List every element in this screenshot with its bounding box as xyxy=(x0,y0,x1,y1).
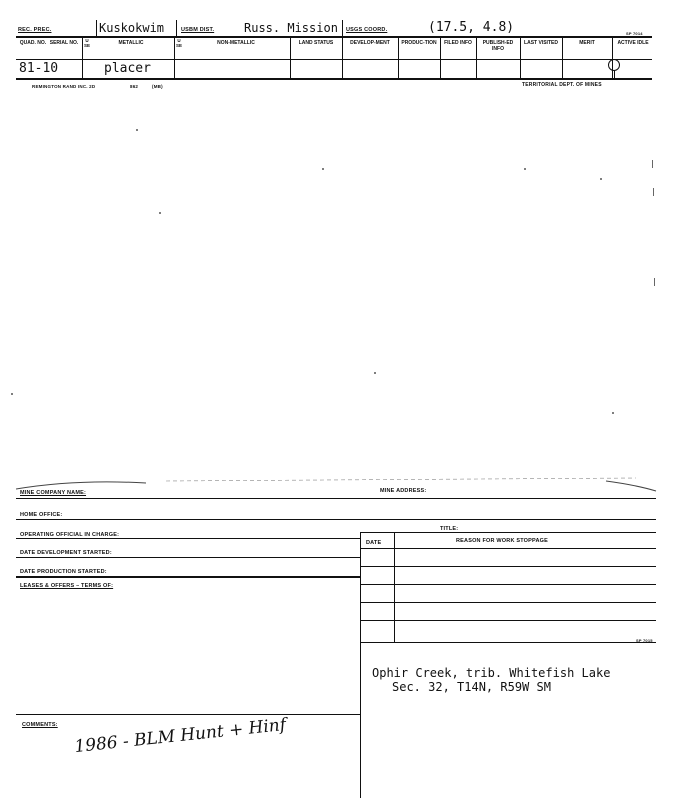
rule xyxy=(360,620,656,621)
development-header: DEVELOP-MENT xyxy=(350,40,390,46)
rule xyxy=(16,59,652,60)
operating-official-label: OPERATING OFFICIAL IN CHARGE: xyxy=(20,532,120,538)
scan-speck xyxy=(159,212,161,214)
col-divider xyxy=(440,36,441,78)
rule xyxy=(16,576,360,578)
printer-code-2: (MB) xyxy=(152,84,163,89)
usgs-coord-label: USGS COORD. xyxy=(346,27,388,33)
rule xyxy=(16,538,360,539)
usbm-dist-label: USBM DIST. xyxy=(181,27,215,33)
divider xyxy=(176,20,177,36)
col-divider xyxy=(398,36,399,78)
mine-address-label: MINE ADDRESS: xyxy=(380,488,427,494)
land-status-header: LAND STATUS xyxy=(298,40,334,46)
col-divider xyxy=(342,36,343,78)
section-divider xyxy=(360,532,361,798)
scan-speck xyxy=(374,372,376,374)
location-line-1: Ophir Creek, trib. Whitefish Lake xyxy=(372,666,611,680)
col-divider xyxy=(174,36,175,78)
filed-info-header: FILED INFO xyxy=(444,40,472,46)
col-divider xyxy=(82,36,83,78)
mine-company-name-label: MINE COMPANY NAME: xyxy=(20,490,87,496)
home-office-label: HOME OFFICE: xyxy=(20,512,63,518)
col-divider xyxy=(520,36,521,78)
date-header: DATE xyxy=(366,540,382,546)
scan-speck xyxy=(322,168,324,170)
department-name: TERRITORIAL DEPT. OF MINES xyxy=(522,82,602,88)
non-metallic-header: NON-METALLIC xyxy=(217,40,255,46)
date-development-label: DATE DEVELOPMENT STARTED: xyxy=(20,550,112,556)
location-line-2: Sec. 32, T14N, R59W SM xyxy=(392,680,551,694)
comments-label: COMMENTS: xyxy=(22,722,58,728)
comments-handwriting: 1986 - BLM Hunt + Hinf xyxy=(73,714,287,758)
reason-header: REASON FOR WORK STOPPAGE xyxy=(456,538,548,544)
active-circle-stem xyxy=(614,70,615,78)
production-header: PRODUC-TION xyxy=(401,40,437,46)
rule xyxy=(360,548,656,549)
scan-speck xyxy=(136,129,138,131)
date-col-divider xyxy=(394,532,395,642)
printer-code-1: 862 xyxy=(130,84,139,89)
quad-no-header: QUAD. NO. xyxy=(19,40,47,46)
merit-header: MERIT xyxy=(579,40,595,46)
col-divider xyxy=(562,36,563,78)
col-divider xyxy=(476,36,477,78)
rule xyxy=(360,532,656,533)
divider xyxy=(96,20,97,36)
scan-mark xyxy=(652,160,653,168)
rule xyxy=(360,566,656,567)
usgs-coord-value: (17.5, 4.8) xyxy=(428,20,515,35)
rule xyxy=(16,557,360,558)
col-divider xyxy=(290,36,291,78)
scan-speck xyxy=(612,412,614,414)
rule xyxy=(360,642,656,643)
scan-speck xyxy=(524,168,526,170)
rule xyxy=(16,498,656,499)
printer-imprint: REMINGTON RAND INC. 2D xyxy=(32,84,96,89)
date-production-label: DATE PRODUCTION STARTED: xyxy=(20,569,107,575)
metallic-value: placer xyxy=(104,61,151,76)
quad-serial-value: 81-10 xyxy=(19,61,59,76)
leases-label: LEASES & OFFERS – TERMS OF: xyxy=(20,583,114,589)
form-code-bottom: SP 7015 xyxy=(636,638,653,643)
serial-no-header: SERIAL NO. xyxy=(49,40,79,46)
rule xyxy=(16,36,652,38)
form-code-top: SP 7014 xyxy=(626,31,643,36)
title-label: TITLE: xyxy=(440,526,459,532)
published-info-header: PUBLISH-ED INFO xyxy=(482,40,514,52)
rule xyxy=(16,714,360,715)
scan-speck xyxy=(600,178,602,180)
usbm-dist-value: Russ. Mission xyxy=(244,21,338,35)
rec-prec-value: Kuskokwim xyxy=(99,21,165,35)
scan-mark xyxy=(654,278,655,286)
rule xyxy=(16,519,656,520)
rule xyxy=(16,78,652,80)
use-header-metallic: USE xyxy=(84,38,91,48)
last-visited-header: LAST VISITED xyxy=(524,40,558,46)
use-header-non-metallic: USE xyxy=(176,38,183,48)
card-edge-curve xyxy=(16,475,658,495)
divider xyxy=(342,20,343,36)
active-idle-header: ACTIVE IDLE xyxy=(617,40,649,46)
col-divider xyxy=(612,36,613,78)
rule xyxy=(360,584,656,585)
rule xyxy=(360,602,656,603)
scan-speck xyxy=(11,393,13,395)
rec-prec-label: REC. PREC. xyxy=(18,27,52,33)
metallic-header: METALLIC xyxy=(118,40,144,46)
scan-mark xyxy=(653,188,654,196)
